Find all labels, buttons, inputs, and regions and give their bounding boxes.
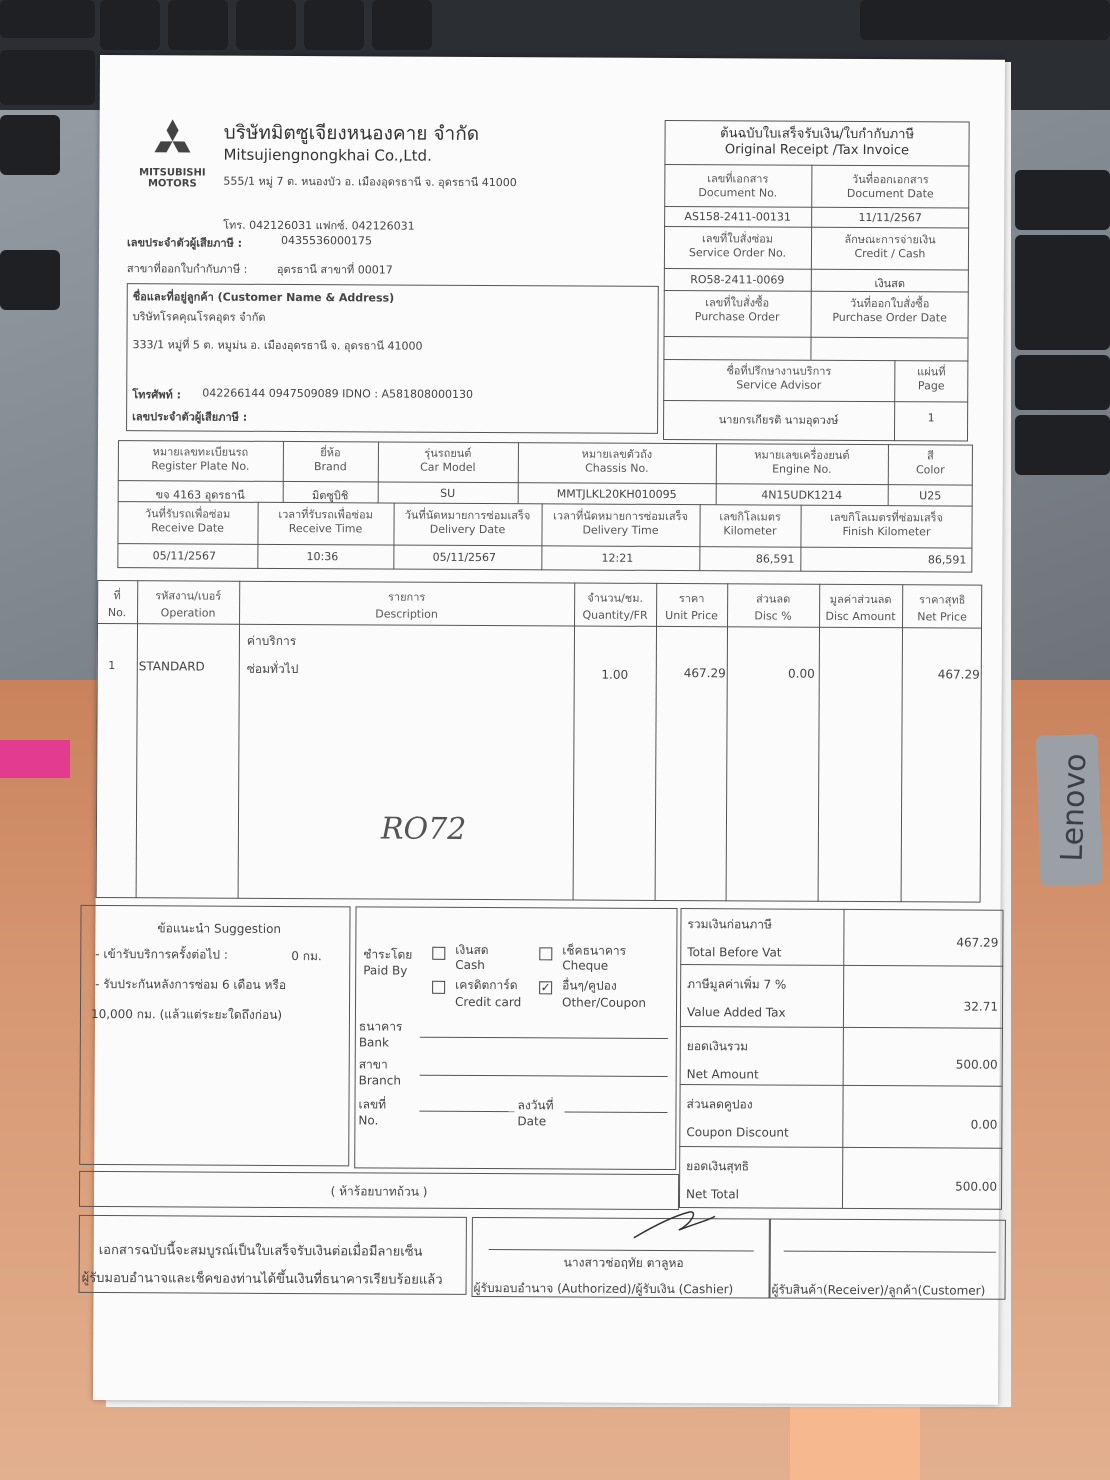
vehicle-header: หมายเลขตัวถัง Chassis No. (581, 447, 653, 475)
keyboard-key (0, 0, 95, 38)
service-order-no: RO58-2411-0069 (690, 273, 785, 287)
item-quantity: 1.00 (601, 667, 629, 682)
customer-phone-label: โทรศัพท์ : (132, 388, 182, 402)
items-table (96, 580, 983, 903)
branch-label: สาขาที่ออกใบกำกับภาษี : (126, 262, 248, 276)
vehicle-value: มิตซูบิชิ (312, 489, 349, 503)
keyboard-key (0, 115, 60, 175)
page-number: 1 (927, 411, 935, 425)
payment-type-header: ลักษณะการจ่ายเงิน Credit / Cash (844, 232, 936, 261)
suggestion-next-service-value: 0 กม. (291, 949, 322, 964)
totals-net-total-value: 500.00 (955, 1179, 998, 1194)
totals-net-amount-label: ยอดเงินรวม Net Amount (686, 1039, 759, 1082)
vehicle-date-value: 05/11/2567 (152, 549, 217, 563)
tax-id: 0435536000175 (280, 233, 373, 248)
item-no: 1 (108, 659, 116, 673)
vehicle-date-value: 05/11/2567 (432, 550, 497, 565)
credit-card-label: เครดิตการ์ด Credit card (455, 977, 522, 1010)
keyboard-key (236, 0, 296, 50)
totals-coupon-label: ส่วนลดคูปอง Coupon Discount (686, 1097, 789, 1140)
cheque-checkbox[interactable] (539, 947, 552, 960)
keyboard-key (1015, 415, 1110, 475)
keyboard-key (0, 250, 60, 310)
items-header: จำนวน/ชม. Quantity/FR (582, 591, 648, 622)
amount-in-words: ( ห้าร้อยบาทถ้วน ) (330, 1184, 428, 1199)
totals-vat-value: 32.71 (963, 999, 999, 1014)
footer-note-2: ผู้รับมอบอำนาจและเช็คของท่านได้ขึ้นเงินที่ธนาคารเรียบร้อยแล้ว (81, 1270, 443, 1288)
item-description: ซ่อมทั่วไป (246, 661, 299, 677)
item-unit-price: 467.29 (683, 666, 726, 681)
company-name-th: บริษัทมิตซูเจียงหนองคาย จำกัด (223, 121, 480, 145)
receipt-paper (81, 55, 1005, 1405)
doc-date-header: วันที่ออกเอกสาร Document Date (846, 172, 934, 201)
vehicle-header: หมายเลขเครื่องยนต์ Engine No. (754, 448, 850, 476)
totals-net-total-label: ยอดเงินสุทธิ Net Total (686, 1159, 749, 1202)
signature-scribble (629, 1206, 719, 1246)
items-header: ที่ No. (107, 589, 127, 620)
service-order-header: เลขที่ใบสั่งซ่อม Service Order No. (688, 232, 787, 260)
keyboard-key (372, 0, 432, 50)
suggestion-warranty-2: 10,000 กม. (แล้วแต่ระยะใดถึงก่อน) (90, 1006, 283, 1022)
totals-coupon-value: 0.00 (970, 1117, 998, 1132)
items-header: รายการ Description (375, 590, 438, 621)
keyboard-key (860, 0, 1110, 40)
company-address: 555/1 หมู่ 7 ต. หนองบัว อ. เมืองอุดรธานี จ. อุดรธานี 41000 (223, 174, 517, 190)
items-header: ราคา Unit Price (665, 592, 718, 623)
other-coupon-checkbox[interactable]: ✓ (540, 980, 551, 995)
cheque-label: เช็คธนาคาร Cheque (562, 943, 627, 973)
totals-net-amount-value: 500.00 (955, 1057, 998, 1072)
cheque-no-label: เลขที่ No. (358, 1097, 387, 1128)
vehicle-value: MMTJLKL20KH010095 (556, 487, 677, 502)
vehicle-date-header: วันที่นัดหมายการซ่อมเสร็จ Delivery Date (404, 508, 531, 537)
cashier-name: นางสาวช่อฤทัย ตาลูหอ (563, 1255, 684, 1271)
document-title: ต้นฉบับใบเสร็จรับเงิน/ใบกำกับภาษี Original Receipt /Tax Invoice (720, 126, 915, 159)
customer-name: บริษัทโรคคุณโรคอุดร จำกัด (132, 310, 266, 324)
items-header: ส่วนลด Disc % (754, 592, 792, 623)
vehicle-date-header: วันที่รับรถเพื่อซ่อม Receive Date (144, 507, 231, 535)
tax-id-label: เลขประจำตัวผู้เสียภาษี : (126, 236, 243, 250)
vehicle-value: 4N15UDK1214 (761, 488, 843, 502)
customer-phone: 042266144 0947509089 IDNO : A581808000130 (202, 386, 474, 401)
customer-label: ชื่อและที่อยู่ลูกค้า (Customer Name & Address) (132, 290, 395, 305)
keyboard-key (1015, 355, 1110, 410)
vehicle-date-header: เลขกิโลเมตรที่ซ่อมเสร็จ Finish Kilometer (830, 510, 944, 539)
logo-text: MITSUBISHI MOTORS (139, 167, 206, 190)
bank-label: ธนาคาร Bank (358, 1019, 403, 1050)
mitsubishi-logo-icon (147, 117, 197, 167)
purchase-order-header: เลขที่ใบสั่งซื้อ Purchase Order (694, 296, 780, 324)
company-name-en: Mitsujiengnongkhai Co.,Ltd. (223, 145, 432, 165)
footer-note-1: เอกสารฉบับนี้จะสมบูรณ์เป็นใบเสร็จรับเงินต่อเมื่อมีลายเซ็น (98, 1243, 423, 1260)
item-group-label: ค่าบริการ (246, 633, 297, 649)
vehicle-value: ขจ 4163 อุดรธานี (155, 488, 245, 502)
item-operation: STANDARD (138, 659, 205, 674)
purchase-order-date-header: วันที่ออกใบสั่งซื้อ Purchase Order Date (832, 296, 947, 325)
payment-type: เงินสด (874, 277, 906, 291)
vehicle-value: SU (440, 486, 456, 500)
vehicle-date-header: เวลาที่นัดหมายการซ่อมเสร็จ Delivery Time (553, 509, 689, 537)
suggestion-box (79, 905, 350, 1166)
suggestion-warranty: - รับประกันหลังการซ่อม 6 เดือน หรือ (95, 976, 287, 992)
vehicle-header: หมายเลขทะเบียนรถ Register Plate No. (151, 445, 250, 473)
item-discount: 0.00 (788, 666, 815, 681)
service-advisor: นายกรเกียรติ นามอุดวงษ์ (718, 413, 839, 427)
doc-no-header: เลขที่เอกสาร Document No. (698, 172, 778, 200)
receiver-label: ผู้รับสินค้า(Receiver)/ลูกค้า(Customer) (771, 1282, 986, 1298)
totals-before-vat-label: รวมเงินก่อนภาษี Total Before Vat (687, 917, 782, 960)
totals-vat-label: ภาษีมูลค่าเพิ่ม 7 % Value Added Tax (686, 977, 787, 1020)
pink-marker (0, 740, 70, 778)
vehicle-date-value: 12:21 (601, 551, 634, 565)
keyboard-key (0, 50, 95, 105)
other-coupon-label: อื่นๆ/คูปอง Other/Coupon (562, 978, 647, 1010)
vehicle-date-value: 86,591 (927, 553, 967, 567)
cash-checkbox[interactable] (432, 947, 445, 960)
items-header: รหัสงาน/เบอร์ Operation (155, 589, 222, 620)
doc-date: 11/11/2567 (858, 210, 922, 225)
company-phone: โทร. 042126031 แฟกซ์. 042126031 (223, 218, 415, 233)
vehicle-value: U25 (919, 489, 942, 503)
paid-by-label: ชำระโดย Paid By (363, 947, 413, 978)
vehicle-date-value: 10:36 (306, 550, 339, 564)
items-header: ราคาสุทธิ Net Price (917, 593, 967, 624)
keyboard-key (1015, 170, 1110, 230)
item-net-price: 467.29 (937, 667, 980, 682)
cashier-label: ผู้รับมอบอำนาจ (Authorized)/ผู้รับเงิน (Cashier) (473, 1280, 734, 1297)
customer-address: 333/1 หมู่ที่ 5 ต. หมูม่น อ. เมืองอุดรธานี จ. อุดรธานี 41000 (132, 338, 423, 353)
vehicle-header: สี Color (915, 449, 945, 477)
branch-field-label: สาขา Branch (358, 1057, 401, 1088)
suggestion-next-service: - เข้ารับบริการครั้งต่อไป : (95, 946, 228, 962)
vehicle-header: รุ่นรถยนต์ Car Model (420, 446, 476, 474)
keyboard-key (304, 0, 364, 50)
vehicle-date-value: 86,591 (755, 552, 795, 566)
keyboard-key (168, 0, 228, 50)
service-advisor-header: ชื่อที่ปรึกษางานบริการ Service Advisor (726, 364, 832, 392)
keyboard-key (100, 0, 160, 50)
vehicle-header: ยี่ห้อ Brand (313, 446, 347, 474)
items-header: มูลค่าส่วนลด Disc Amount (825, 592, 896, 624)
page-header: แผ่นที่ Page (917, 365, 946, 393)
vehicle-date-header: เลขกิโลเมตร Kilometer (719, 510, 781, 538)
credit-card-checkbox[interactable] (432, 981, 445, 994)
branch: อุดรธานี สาขาที่ 00017 (276, 262, 393, 277)
doc-no: AS158-2411-00131 (684, 210, 791, 224)
brand-logo: Lenovo (1054, 752, 1094, 863)
handwritten-note: RO72 (380, 811, 467, 847)
cash-label: เงินสด Cash (455, 942, 489, 973)
totals-before-vat-value: 467.29 (956, 935, 999, 950)
cheque-date-label: ลงวันที่ Date (517, 1098, 554, 1129)
suggestion-title: ข้อแนะนำ Suggestion (157, 921, 282, 936)
vehicle-date-header: เวลาที่รับรถเพื่อซ่อม Receive Time (278, 507, 373, 536)
keyboard-key (1015, 280, 1110, 350)
customer-tax-label: เลขประจำตัวผู้เสียภาษี : (132, 410, 248, 424)
